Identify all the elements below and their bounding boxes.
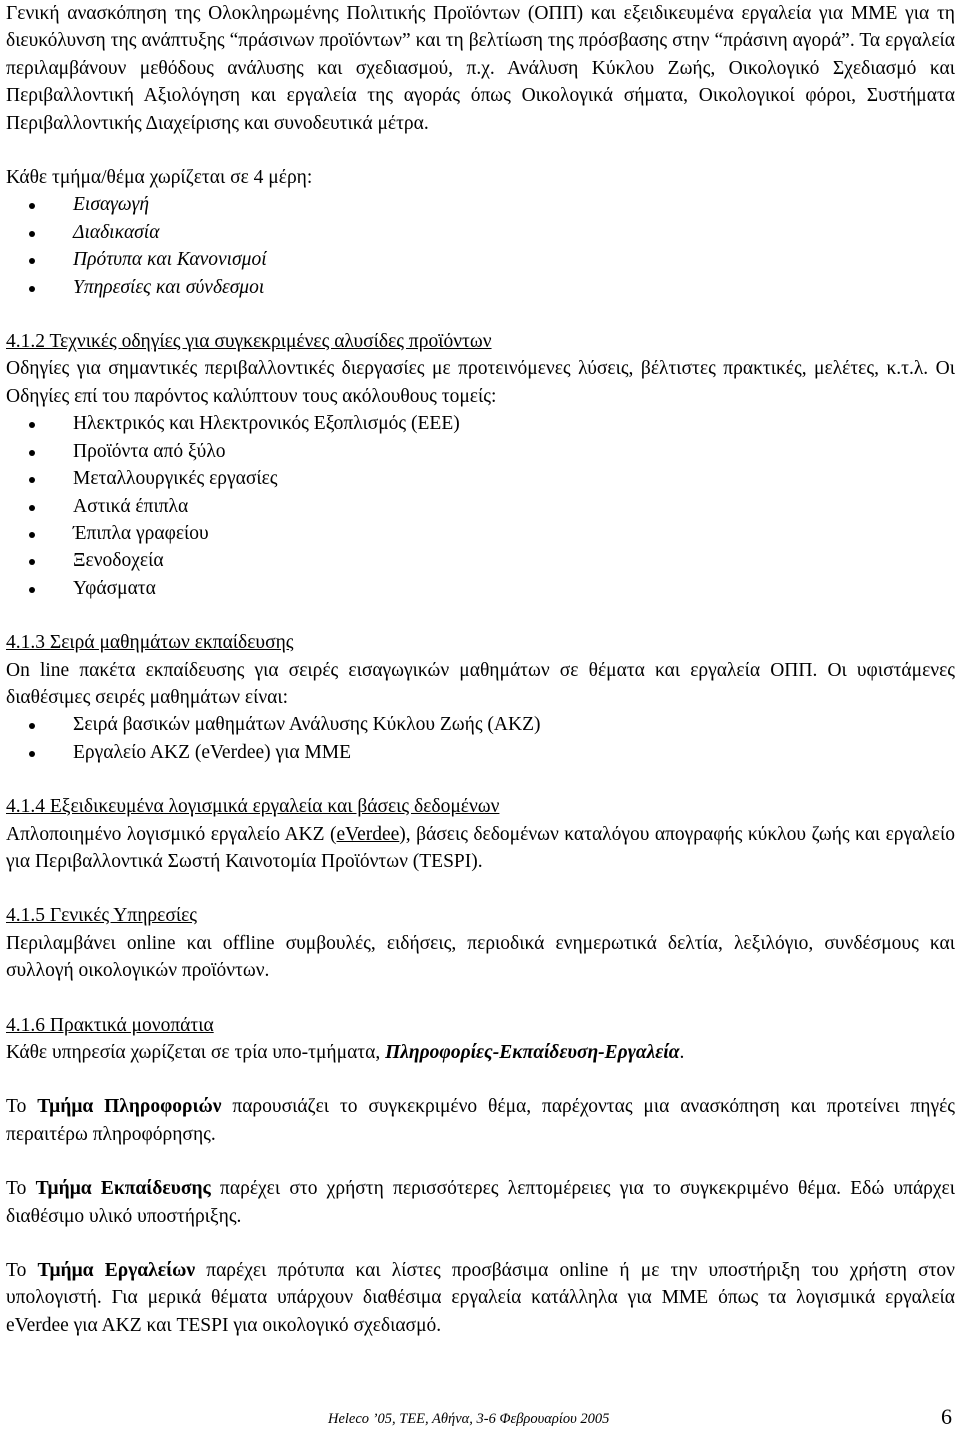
text-segment: Το (6, 1096, 38, 1118)
section-heading-4-1-4: 4.1.4 Εξειδικευμένα λογισμικά εργαλεία και βάσεις δεδομένων (6, 796, 500, 818)
text-segment: παρέχει πρότυπα και λίστες προσβάσιμα online ή με την υποστήριξη του χρήστη στον υπολογιστή. Για μερικά θέματα υπάρχουν διαθέσιμα εργαλεία κατάλληλα για ΜΜΕ όπως τα λογισμικά εργαλεία eVerdee για ΑΚΖ και TESPI για οικολογικό σχεδιασμό. (6, 1260, 955, 1336)
training-section-paragraph (6, 1175, 955, 1230)
emphasis-text: Πληροφορίες-Εκπαίδευση-Εργαλεία (385, 1042, 680, 1063)
list-item: Προϊόντα από ξύλο (6, 438, 955, 465)
footer-text: Heleco ’05, ΤΕΕ, Αθήνα, 3-6 Φεβρουαρίου 2005 (328, 1411, 610, 1427)
sectors-list (6, 410, 955, 602)
parts-intro: Κάθε τμήμα/θέμα χωρίζεται σε 4 μέρη: (6, 167, 313, 189)
courses-list (6, 711, 955, 766)
text-segment: παρέχει στο χρήστη περισσότερες λεπτομέρειες για το συγκεκριμένο θέμα. Εδώ υπάρχει διαθέσιμο υλικό υποστήριξης. (6, 1178, 955, 1227)
section-heading-4-1-6: 4.1.6 Πρακτικά μονοπάτια (6, 1014, 214, 1036)
list-item: Υπηρεσίες και σύνδεσμοι (6, 274, 955, 301)
section-heading-4-1-5: 4.1.5 Γενικές Υπηρεσίες (6, 905, 198, 927)
bold-term: Τμήμα Εκπαίδευσης (35, 1178, 211, 1200)
section-text-4-1-5: Περιλαμβάνει online και offline συμβουλές, ειδήσεις, περιοδικά ενημερωτικά δελτία, λεξιλόγιο, συνδέσμους και συλλογή οικολογικών προϊόντων. (6, 932, 955, 982)
list-item: Εργαλείο ΑΚΖ (eVerdee) για ΜΜΕ (6, 739, 955, 766)
list-item: Ξενοδοχεία (6, 547, 955, 574)
section-text-4-1-2: Οδηγίες για σημαντικές περιβαλλοντικές διεργασίες με προτεινόμενες λύσεις, βέλτιστες πρακτικές, μελέτες, κ.τ.λ. Οι Οδηγίες επί του παρόντος καλύπτουν τους ακόλουθους τομείς: (6, 358, 955, 407)
document-page (6, 0, 955, 1339)
parts-list (6, 191, 955, 301)
everdee-link[interactable]: eVerdee (336, 823, 400, 845)
text-segment: Το (6, 1178, 36, 1200)
text-segment: Το (6, 1260, 38, 1282)
section-heading-4-1-2: 4.1.2 Τεχνικές οδηγίες για συγκεκριμένες αλυσίδες προϊόντων (6, 331, 492, 353)
list-item: Εισαγωγή (6, 191, 955, 218)
text-segment: . (679, 1042, 685, 1063)
section-text-4-1-6 (6, 1039, 955, 1066)
bold-term: Τμήμα Πληροφοριών (37, 1096, 222, 1118)
list-item: Πρότυπα και Κανονισμοί (6, 246, 955, 273)
list-item: Έπιπλα γραφείου (6, 520, 955, 547)
page-number: 6 (941, 1404, 952, 1429)
text-segment: ), βάσεις δεδομένων καταλόγου απογραφής κύκλου ζωής και εργαλείο για Περιβαλλοντικά Σωστή Καινοτομία Προϊόντων (TESPI). (6, 823, 955, 872)
section-text-4-1-3: On line πακέτα εκπαίδευσης για σειρές εισαγωγικών μαθημάτων σε θέματα και εργαλεία ΟΠΠ. Οι υφιστάμενες διαθέσιμες σειρές μαθημάτων είναι: (6, 659, 955, 708)
list-item: Σειρά βασικών μαθημάτων Ανάλυσης Κύκλου Ζωής (ΑΚΖ) (6, 711, 955, 738)
section-text-4-1-4 (6, 821, 955, 876)
intro-paragraph: Γενική ανασκόπηση της Ολοκληρωμένης Πολιτικής Προϊόντων (ΟΠΠ) και εξειδικευμένα εργαλεία για ΜΜΕ για τη διευκόλυνση της ανάπτυξης “πράσινων προϊόντων” και τη βελτίωση της πρόσβασης στην “πράσινη αγορά”. Τα εργαλεία περιλαμβάνουν μεθόδους ανάλυσης και σχεδιασμού, π.χ. Ανάλυση Κύκλου Ζωής, Οικολογικό Σχεδιασμό και Περιβαλλοντική Αξιολόγηση και εργαλεία της αγοράς όπως Οικολογικά σήματα, Οικολογικοί φόροι, Συστήματα Περιβαλλοντικής Διαχείρισης και συνοδευτικά μέτρα. (6, 3, 955, 134)
text-segment: Κάθε υπηρεσία χωρίζεται σε τρία υπο-τμήματα, (6, 1042, 386, 1063)
text-segment: παρουσιάζει το συγκεκριμένο θέμα, παρέχοντας μια ανασκόπηση και προτείνει πηγές περαιτέρω πληροφόρησης. (6, 1096, 955, 1145)
text-segment: Απλοποιημένο λογισμικό εργαλείο ΑΚΖ ( (6, 823, 337, 845)
list-item: Υφάσματα (6, 575, 955, 602)
list-item: Διαδικασία (6, 219, 955, 246)
bold-term: Τμήμα Εργαλείων (37, 1260, 196, 1282)
list-item: Αστικά έπιπλα (6, 493, 955, 520)
info-section-paragraph (6, 1093, 955, 1148)
list-item: Μεταλλουργικές εργασίες (6, 465, 955, 492)
tools-section-paragraph (6, 1257, 955, 1339)
list-item: Ηλεκτρικός και Ηλεκτρονικός Εξοπλισμός (ΕΕΕ) (6, 410, 955, 437)
section-heading-4-1-3: 4.1.3 Σειρά μαθημάτων εκπαίδευσης (6, 632, 294, 654)
